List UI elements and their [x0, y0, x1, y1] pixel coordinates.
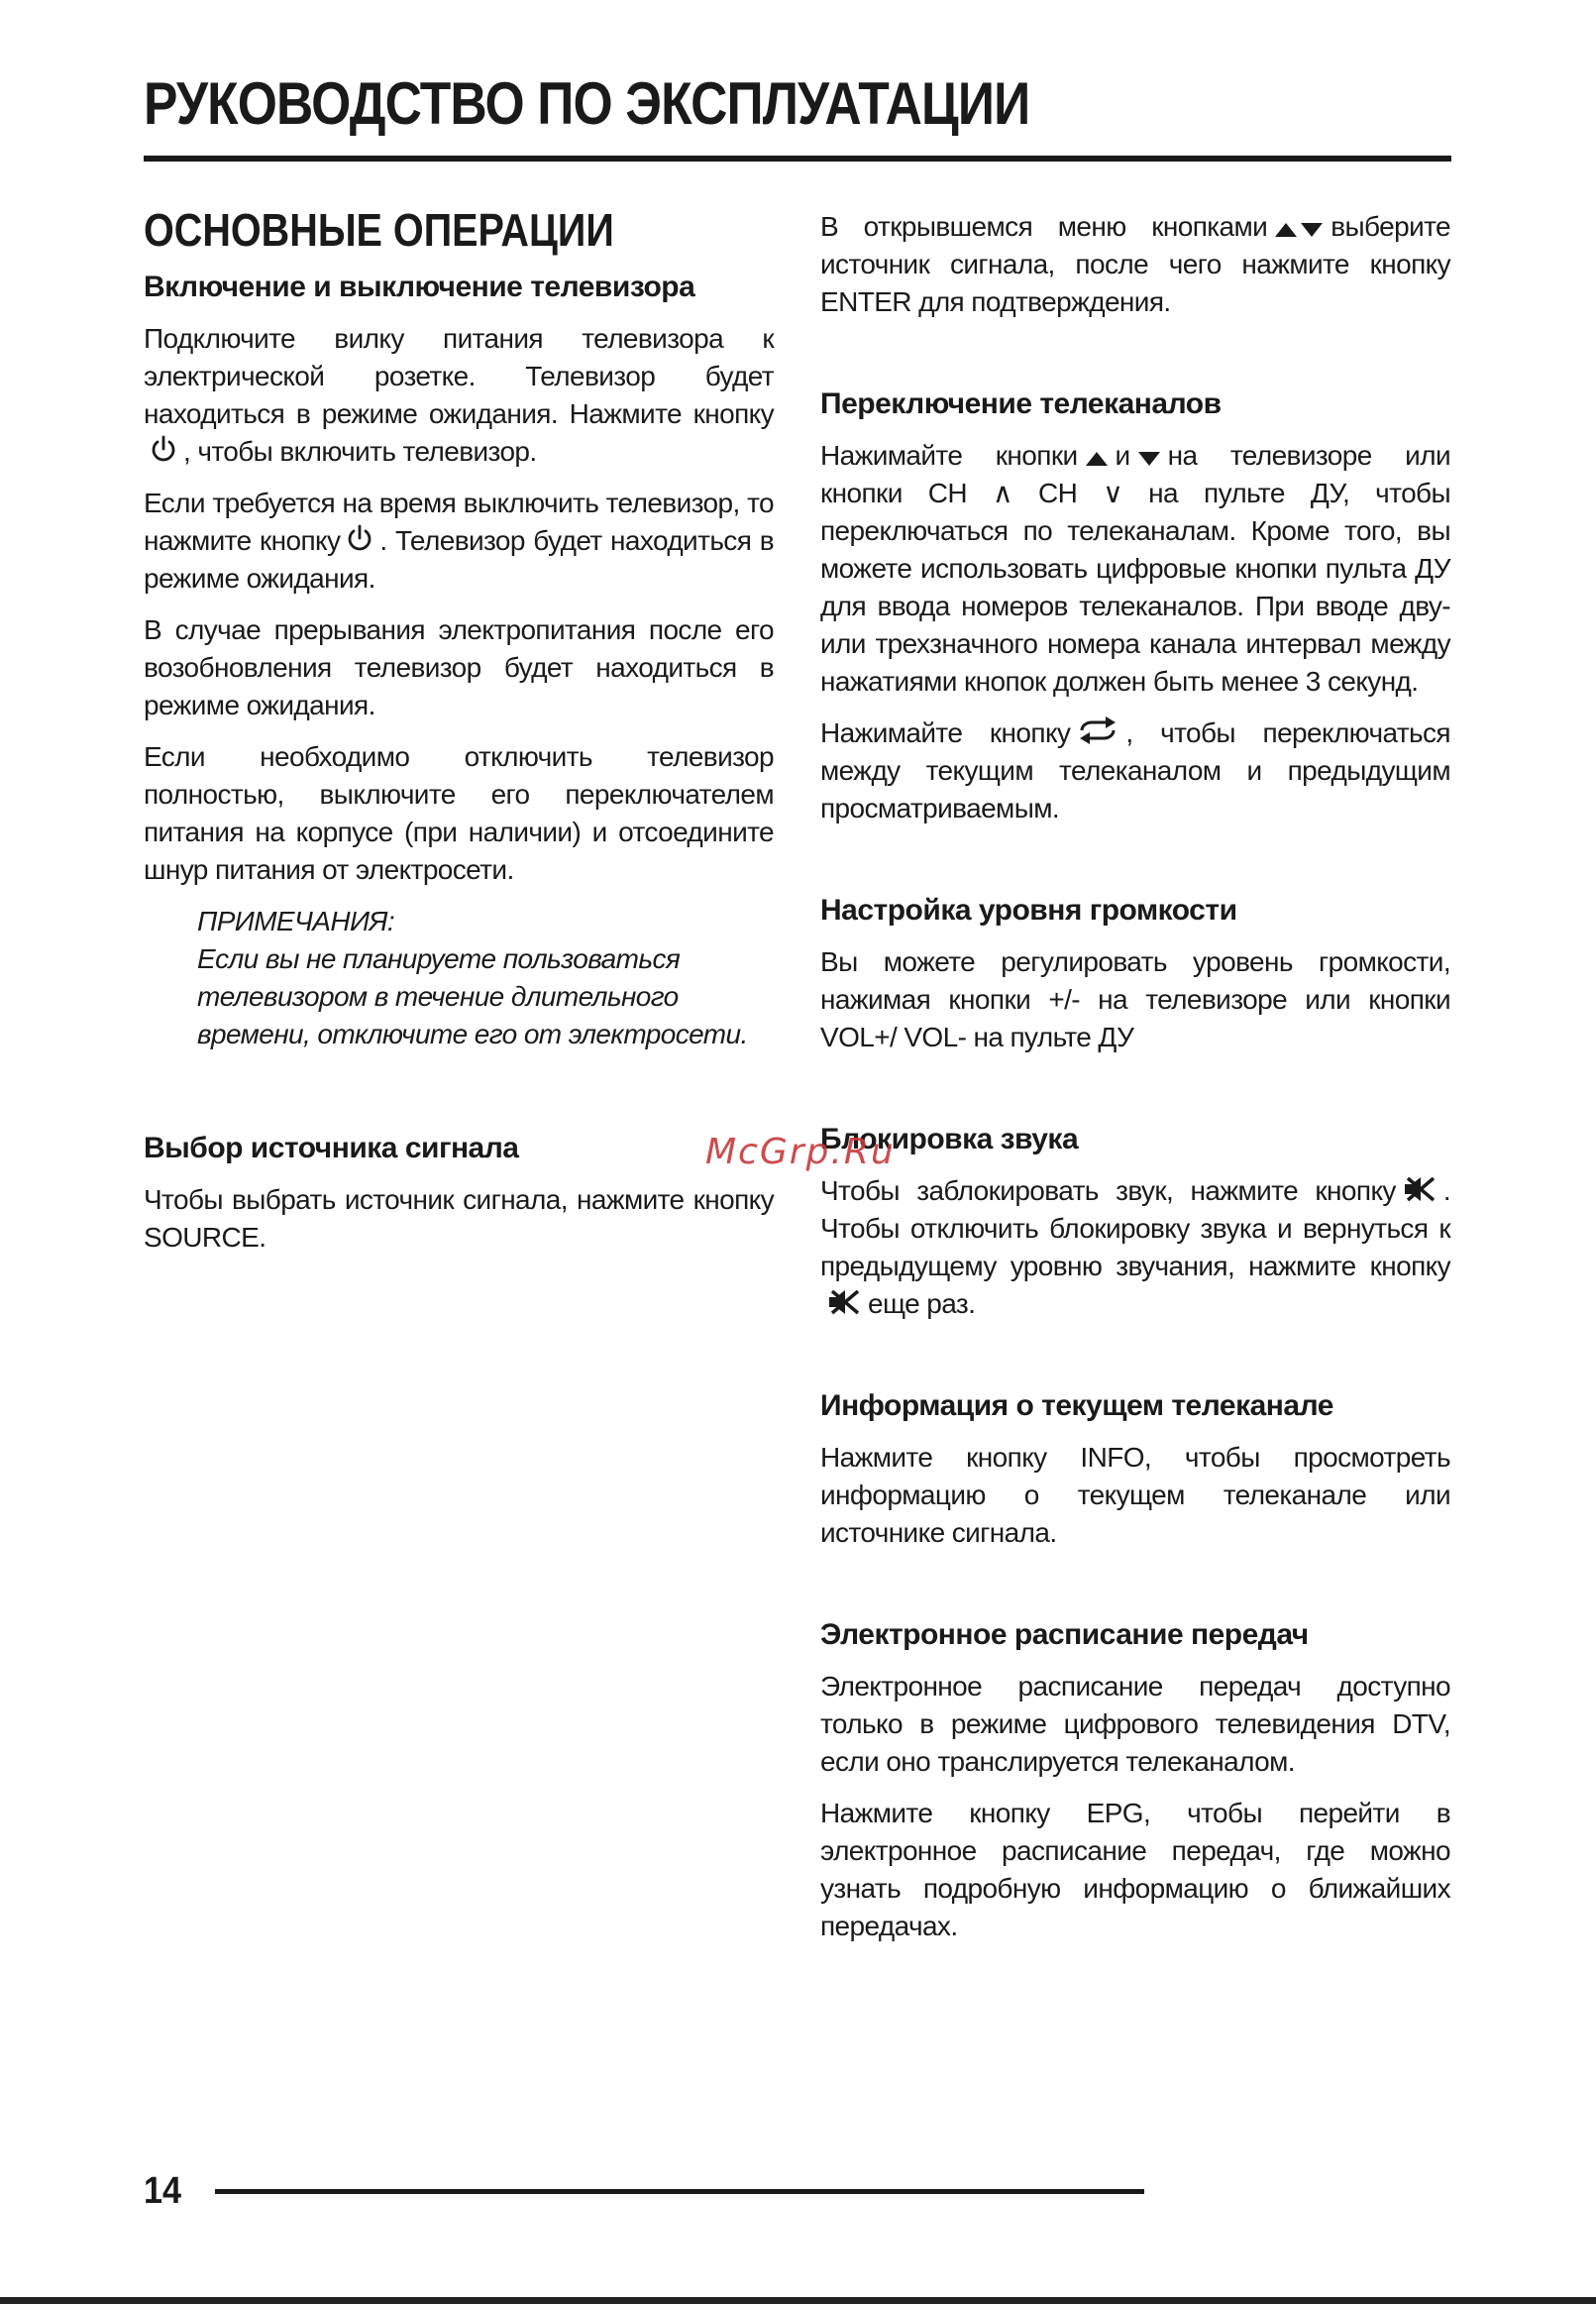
- epg-heading: Электронное расписание передач: [820, 1618, 1309, 1651]
- section-title: ОСНОВНЫЕ ОПЕРАЦИИ: [144, 204, 614, 256]
- volume-paragraph-1: Вы можете регулировать уровень громкости, нажимая кнопки +/- на телевизоре или кнопки VOL+/ VOL- на пульте ДУ: [820, 946, 1450, 1052]
- source-cont-text-a: В открывшемся меню кнопками: [820, 211, 1268, 242]
- note-text: Если вы не планируете пользоваться телевизором в течение длительного времени, отключите его от электросети.: [197, 943, 748, 1050]
- power-p1-text-a: Подключите вилку питания телевизора к электрической розетке. Телевизор будет находиться в режиме ожидания. Нажмите кнопку: [144, 323, 774, 430]
- epg-paragraph-2: Нажмите кнопку EPG, чтобы перейти в электронное расписание передач, где можно узнать подробную информацию о ближайших передачах.: [820, 1798, 1450, 1941]
- up-down-triangle-icon: [1273, 220, 1325, 240]
- channels-p2-text-b: , чтобы переключаться между текущим телеканалом и предыдущим просматриваемым.: [820, 717, 1450, 823]
- header-rule: [144, 156, 1451, 162]
- scan-edge: [0, 2297, 1596, 2304]
- info-paragraph-1: Нажмите кнопку INFO, чтобы просмотреть информацию о текущем телеканале или источнике сигнала.: [820, 1442, 1450, 1548]
- note-block: [197, 903, 774, 1053]
- channels-heading: Переключение телеканалов: [820, 387, 1222, 420]
- power-paragraph-1: [144, 320, 774, 471]
- channels-paragraph-2: [820, 714, 1450, 827]
- mute-p1-text-c: еще раз.: [868, 1288, 976, 1319]
- mute-paragraph-1: [820, 1172, 1450, 1323]
- power-icon: [346, 524, 373, 554]
- page-number: 14: [144, 2170, 182, 2212]
- power-p2-text-a: Если требуется на время выключить телевизор, то нажмите кнопку: [144, 488, 774, 557]
- channels-p1-text-c: на телевизоре или кнопки CH ∧ CH ∨ на пульте ДУ, чтобы переключаться по телеканалам. Кроме того, вы можете использовать цифровые кнопки пульта ДУ для ввода номеров телеканалов. При вводе дву- или трехзначного номера канала интервал между нажатиями кнопок должен быть менее 3 секунд.: [820, 440, 1450, 697]
- source-continued-paragraph: [820, 208, 1450, 321]
- power-paragraph-3: В случае прерывания электропитания после его возобновления телевизор будет находиться в режиме ожидания.: [144, 614, 774, 721]
- recall-icon: [1076, 714, 1119, 746]
- footer-rule: [215, 2189, 1144, 2194]
- page-footer: [144, 2170, 1144, 2213]
- note-label: ПРИМЕЧАНИЯ:: [197, 906, 395, 937]
- source-cont-text-b: выберите источник сигнала, после чего нажмите кнопку ENTER для подтверждения.: [820, 211, 1450, 317]
- page-title: РУКОВОДСТВО ПО ЭКСПЛУАТАЦИИ: [144, 70, 1030, 137]
- volume-heading: Настройка уровня громкости: [820, 894, 1237, 927]
- info-heading: Информация о текущем телеканале: [820, 1389, 1333, 1422]
- up-triangle-icon: [1084, 449, 1110, 469]
- watermark: McGrp.Ru: [705, 1132, 896, 1172]
- epg-paragraph-1: Электронное расписание передач доступно только в режиме цифрового телевидения DTV, если оно транслируется телеканалом.: [820, 1671, 1450, 1777]
- source-paragraph-1: Чтобы выбрать источник сигнала, нажмите кнопку SOURCE.: [144, 1184, 774, 1254]
- right-column: [820, 208, 1450, 1959]
- mute-icon: [1402, 1174, 1437, 1204]
- power-p1-text-b: , чтобы включить телевизор.: [183, 436, 537, 468]
- power-paragraph-2: [144, 485, 774, 598]
- channels-paragraph-1: [820, 437, 1450, 701]
- source-heading: Выбор источника сигнала: [144, 1132, 519, 1165]
- channels-p1-text-a: Нажимайте кнопки: [820, 440, 1078, 471]
- mute-icon: [826, 1287, 862, 1317]
- mute-p1-text-a: Чтобы заблокировать звук, нажмите кнопку: [820, 1175, 1396, 1206]
- channels-p1-text-b: и: [1115, 440, 1130, 471]
- power-paragraph-4: Если необходимо отключить телевизор полностью, выключите его переключателем питания на корпусе (при наличии) и отсоедините шнур питания от электросети.: [144, 741, 774, 886]
- mute-heading: Блокировка звука: [820, 1123, 1079, 1155]
- down-triangle-icon: [1136, 449, 1162, 469]
- mute-p1-text-b: . Чтобы отключить блокировку звука и вернуться к предыдущему уровню звучания, нажмите кнопку: [820, 1175, 1450, 1281]
- channels-p2-text-a: Нажимайте кнопку: [820, 717, 1071, 748]
- page-header: [144, 69, 1451, 162]
- power-icon: [150, 435, 177, 465]
- power-heading: Включение и выключение телевизора: [144, 271, 695, 304]
- power-p2-text-b: . Телевизор будет находиться в режиме ожидания.: [144, 525, 774, 595]
- left-column: [144, 203, 774, 1270]
